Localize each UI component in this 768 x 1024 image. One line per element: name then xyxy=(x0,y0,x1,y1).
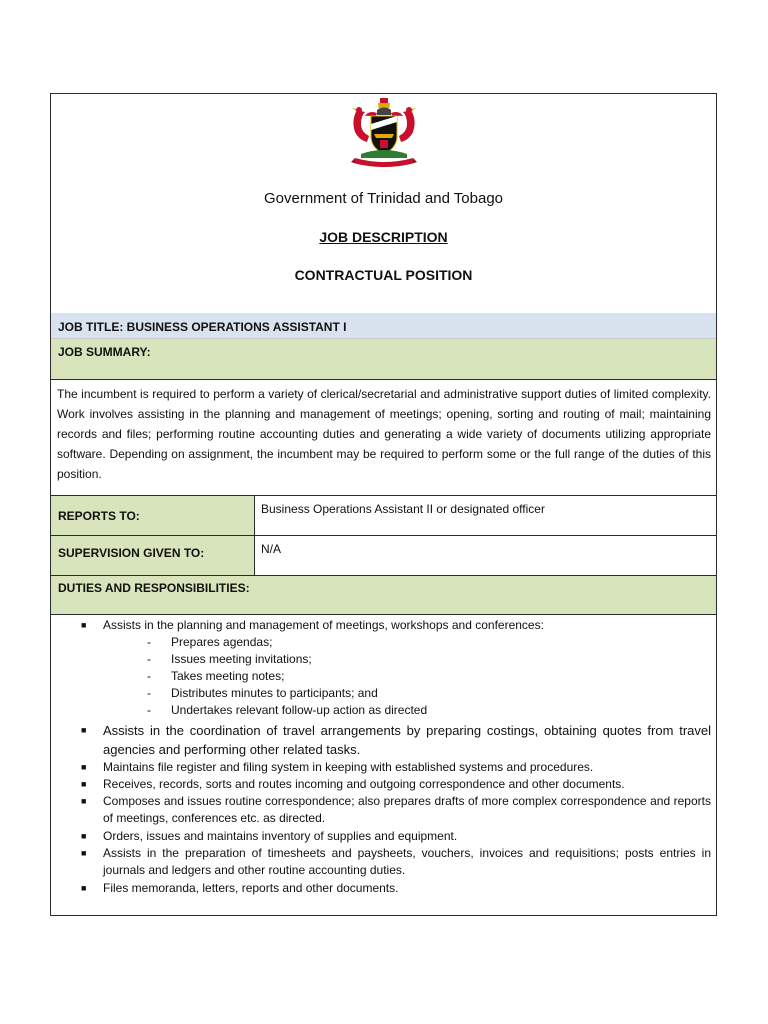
bullet-icon: ■ xyxy=(81,796,87,806)
list-item: ■ Files memoranda, letters, reports and other documents. xyxy=(81,881,399,895)
bullet-icon: ■ xyxy=(81,725,87,735)
supervision-value: N/A xyxy=(261,542,282,556)
sub-list-item: - Undertakes relevant follow-up action as directed xyxy=(147,703,428,717)
duties-label: DUTIES AND RESPONSIBILITIES: xyxy=(58,581,250,595)
job-summary-row xyxy=(51,379,716,495)
job-summary-label: JOB SUMMARY: xyxy=(58,345,151,359)
list-item: ■ Maintains file register and filing system in keeping with established systems and procedures. xyxy=(81,760,594,774)
supervision-row xyxy=(51,535,716,575)
sub-list-item: - Distributes minutes to participants; and xyxy=(147,686,378,700)
supervision-label-cell xyxy=(51,536,255,575)
document-type-heading: JOB DESCRIPTION xyxy=(319,229,448,245)
position-type-heading: CONTRACTUAL POSITION xyxy=(294,267,473,283)
bullet-icon: ■ xyxy=(81,831,87,841)
job-title-row xyxy=(51,313,716,339)
reports-to-label-cell xyxy=(51,496,255,535)
reports-to-value: Business Operations Assistant II or designated officer xyxy=(261,502,545,516)
sub-list-item: - Takes meeting notes; xyxy=(147,669,285,683)
dash-icon: - xyxy=(147,635,151,649)
bullet-icon: ■ xyxy=(81,883,87,893)
job-description-document xyxy=(50,93,717,916)
list-item: ■ Orders, issues and maintains inventory of supplies and equipment. xyxy=(81,829,458,843)
coat-of-arms-icon xyxy=(347,96,421,170)
dash-icon: - xyxy=(147,669,151,683)
job-summary-text: The incumbent is required to perform a variety of clerical/secretarial and administrative support duties of limited complexity. Work involves assisting in the planning and management of meetings; opening, sorting and routing of mail; maintaining records and files; performing routine accounting duties and generating a wide variety of documents utilizing appropriate software. Depending on assignment, the incumbent may be required to perform some or the full range of the duties of this position. xyxy=(57,387,711,481)
job-title: JOB TITLE: BUSINESS OPERATIONS ASSISTANT I xyxy=(58,320,347,334)
reports-to-row xyxy=(51,495,716,535)
list-item: ■ Assists in the coordination of travel arrangements by preparing costings, obtaining quotes from travel agencies and performing other related tasks. xyxy=(81,723,711,757)
sub-list-item: - Prepares agendas; xyxy=(147,635,273,649)
list-item: ■ Assists in the planning and management of meetings, workshops and conferences: xyxy=(81,618,544,632)
dash-icon: - xyxy=(147,652,151,666)
job-summary-header-row xyxy=(51,339,716,379)
duties-header-row xyxy=(51,575,716,615)
sub-list-item: - Issues meeting invitations; xyxy=(147,652,312,666)
bullet-icon: ■ xyxy=(81,620,87,630)
document-header xyxy=(51,94,716,314)
supervision-label: SUPERVISION GIVEN TO: xyxy=(58,546,205,560)
reports-to-label: REPORTS TO: xyxy=(58,509,140,523)
dash-icon: - xyxy=(147,703,151,717)
list-item: ■ Receives, records, sorts and routes incoming and outgoing correspondence and other documents. xyxy=(81,777,625,791)
bullet-icon: ■ xyxy=(81,762,87,772)
dash-icon: - xyxy=(147,686,151,700)
government-name: Government of Trinidad and Tobago xyxy=(263,190,504,207)
bullet-icon: ■ xyxy=(81,779,87,789)
list-item: ■ Composes and issues routine correspondence; also prepares drafts of more complex correspondence and reports of meetings, conferences etc. as directed. xyxy=(81,794,711,825)
bullet-icon: ■ xyxy=(81,848,87,858)
list-item: ■ Assists in the preparation of timesheets and paysheets, vouchers, invoices and requisitions; posts entries in journals and ledgers and other routine accounting duties. xyxy=(81,846,711,877)
